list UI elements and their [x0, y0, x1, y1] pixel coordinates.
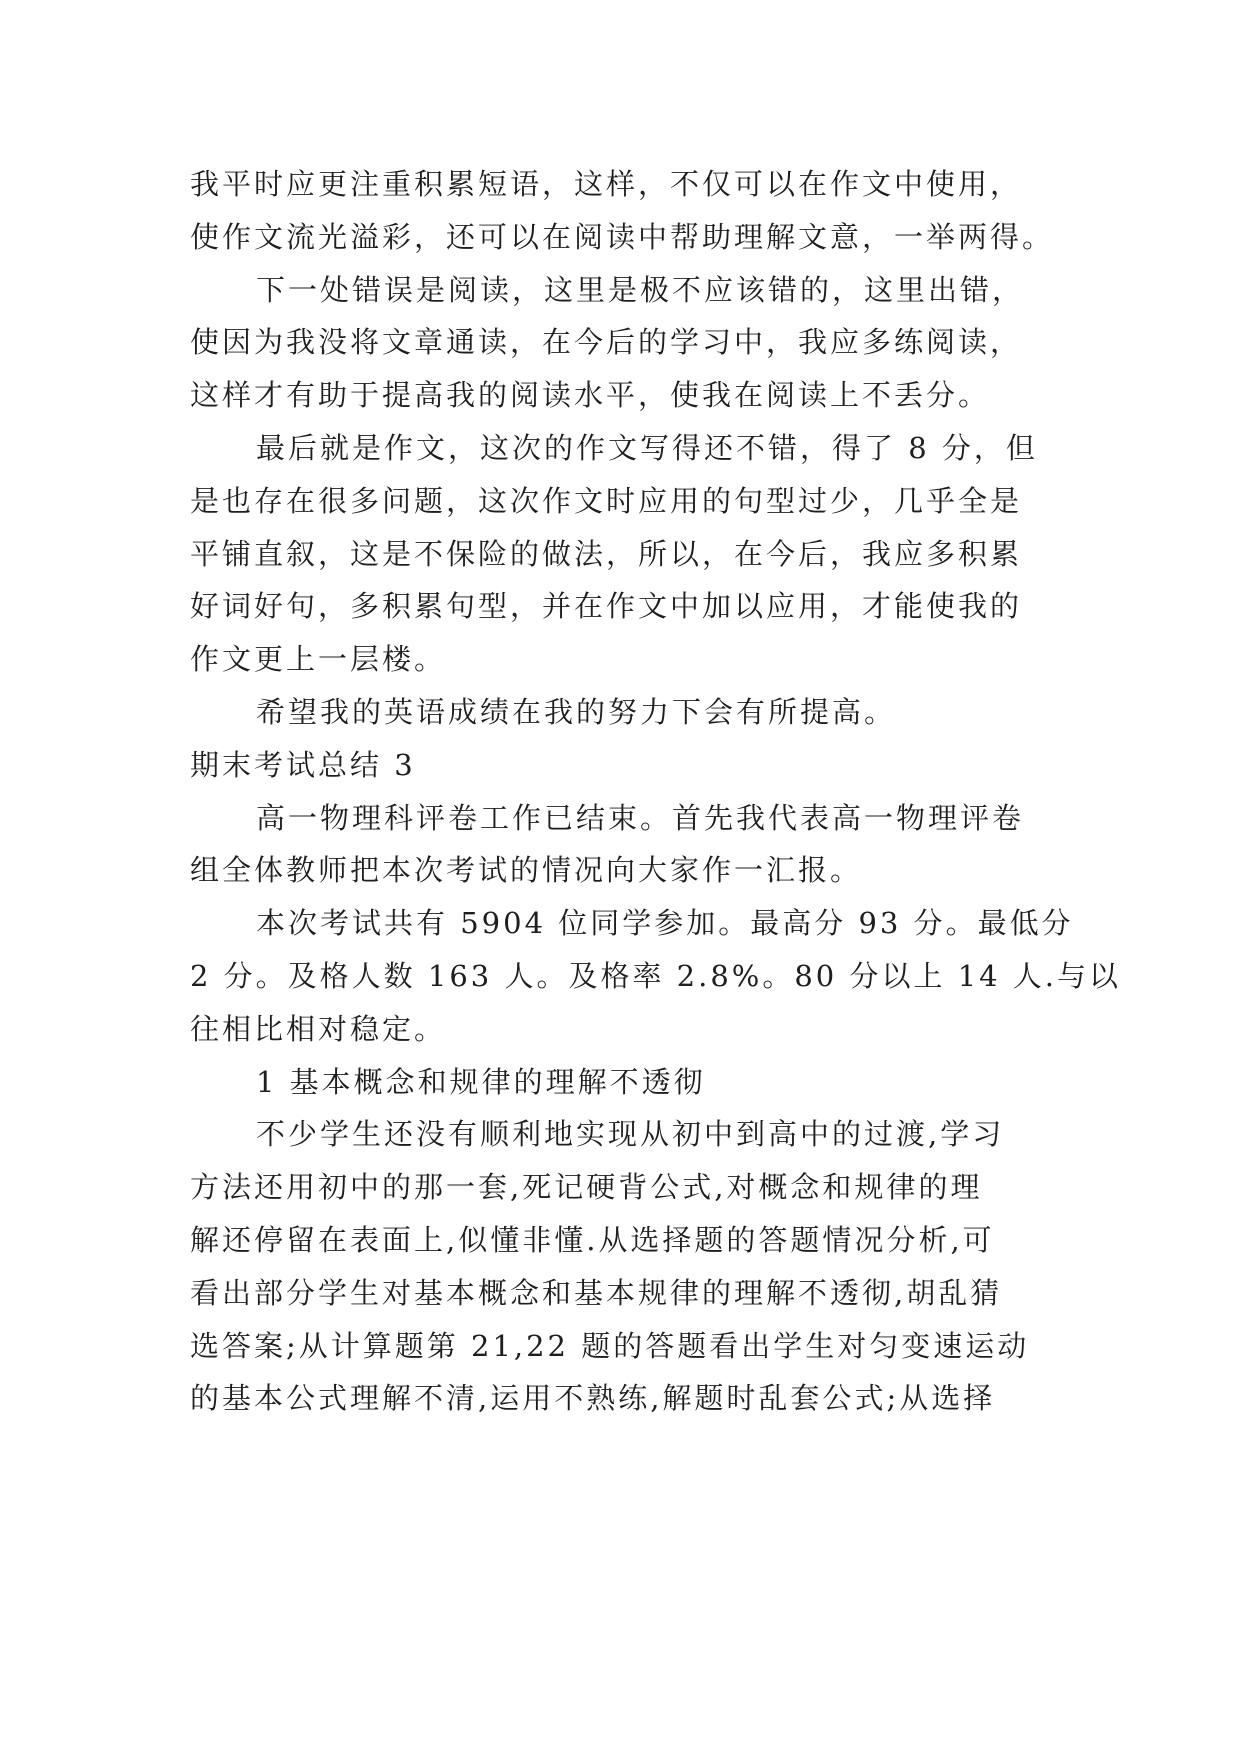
text-line: 作文更上一层楼。 [190, 642, 447, 677]
text-line: 不少学生还没有顺利地实现从初中到高中的过渡,学习 [256, 1117, 1005, 1152]
text-line: 使作文流光溢彩，还可以在阅读中帮助理解文意，一举两得。 [190, 219, 1055, 254]
text-line: 组全体教师把本次考试的情况向大家作一汇报。 [190, 853, 863, 888]
text-line: 1 基本概念和规律的理解不透彻 [256, 1064, 706, 1099]
text-line: 是也存在很多问题，这次作文时应用的句型过少，几乎全是 [190, 483, 1023, 518]
text-line: 使因为我没将文章通读，在今后的学习中，我应多练阅读， [190, 325, 1023, 360]
text-line: 希望我的英语成绩在我的努力下会有所提高。 [256, 694, 897, 729]
text-line: 选答案;从计算题第 21,22 题的答题看出学生对匀变速运动 [190, 1328, 1030, 1363]
text-line: 方法还用初中的那一套,死记硬背公式,对概念和规律的理 [190, 1170, 983, 1205]
text-line: 2 分。及格人数 163 人。及格率 2.8%。80 分以上 14 人.与以 [190, 958, 1122, 993]
text-line: 的基本公式理解不清,运用不熟练,解题时乱套公式;从选择 [190, 1381, 996, 1416]
text-line: 看出部分学生对基本概念和基本规律的理解不透彻,胡乱猜 [190, 1275, 1003, 1310]
text-line: 高一物理科评卷工作已结束。首先我代表高一物理评卷 [256, 800, 1025, 835]
text-line: 本次考试共有 5904 位同学参加。最高分 93 分。最低分 [256, 906, 1074, 941]
document-body [190, 158, 1122, 1425]
text-line: 好词好句，多积累句型，并在作文中加以应用，才能使我的 [190, 589, 1023, 624]
text-line: 我平时应更注重积累短语，这样，不仅可以在作文中使用， [190, 167, 1023, 201]
text-line: 最后就是作文，这次的作文写得还不错，得了 8 分，但 [256, 430, 1038, 465]
text-line: 解还停留在表面上,似懂非懂.从选择题的答题情况分析,可 [190, 1222, 995, 1257]
text-line: 这样才有助于提高我的阅读水平，使我在阅读上不丢分。 [190, 378, 991, 413]
text-line: 平铺直叙，这是不保险的做法，所以，在今后，我应多积累 [190, 536, 1023, 571]
text-line: 往相比相对稳定。 [190, 1011, 447, 1046]
text-line: 下一处错误是阅读，这里是极不应该错的，这里出错， [256, 272, 1025, 307]
text-line: 期末考试总结 3 [190, 747, 416, 782]
